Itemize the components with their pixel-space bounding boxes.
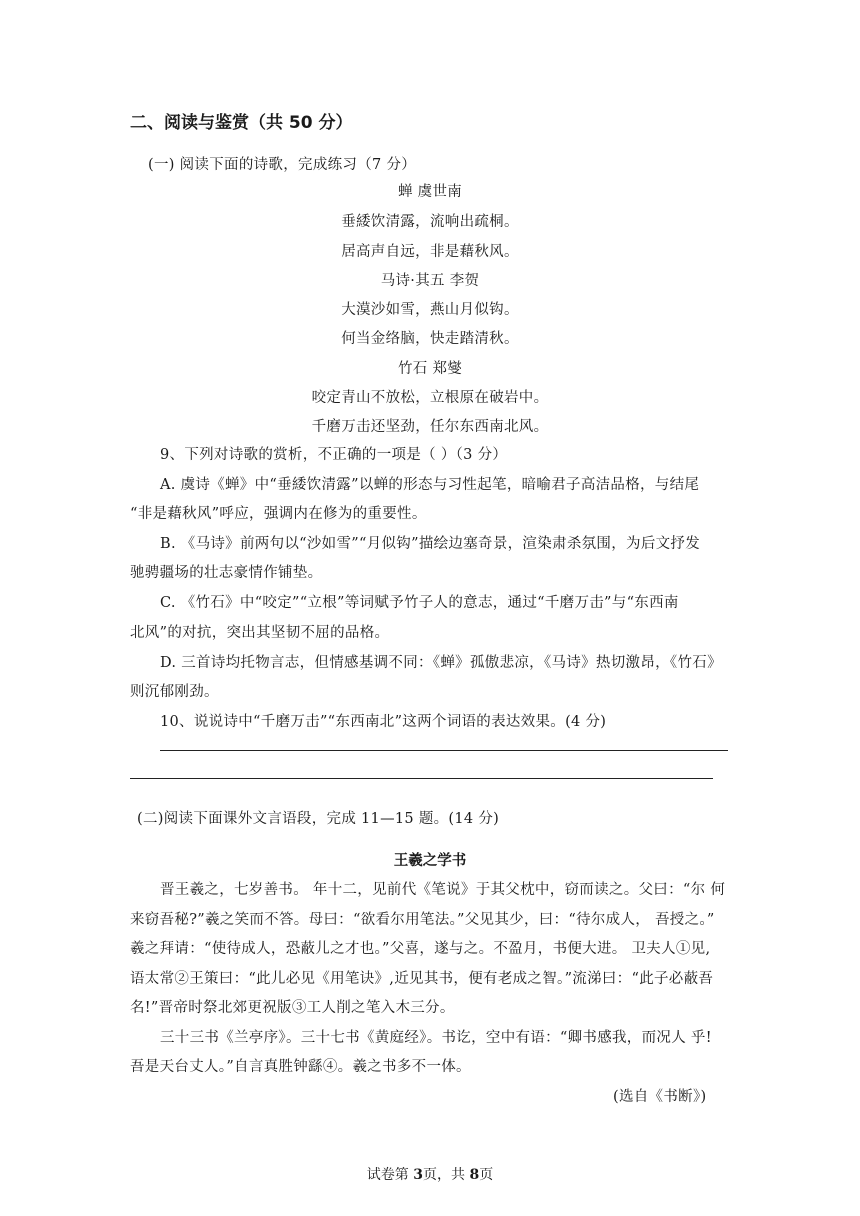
- passage-para1-line-2: 来窃吾秘?”羲之笑而不答。母曰：“欲看尔用笔法。”父见其少，曰：“待尔成人， 吾授之。”: [130, 912, 715, 928]
- poem-1-line-1: 垂緌饮清露，流响出疏桐。: [341, 214, 519, 230]
- poem-2-line-1: 大漠沙如雪，燕山月似钩。: [341, 302, 519, 318]
- poem-3-line-1: 咬定青山不放松，立根原在破岩中。: [311, 390, 549, 406]
- poem-2-line-2: 何当金络脑，快走踏清秋。: [341, 331, 519, 347]
- option-d-line-1: D. 三首诗均托物言志，但情感基调不同：《蝉》孤傲悲凉，《马诗》热切激昂，《竹石》: [160, 655, 722, 671]
- answer-line-2[interactable]: [130, 778, 713, 779]
- part2-instruction: (二)阅读下面课外文言语段，完成 11—15 题。(14 分): [137, 811, 500, 827]
- option-c-line-2: 北风”的对抗，突出其坚韧不屈的品格。: [130, 625, 390, 641]
- option-b-line-2: 驰骋疆场的壮志豪情作铺垫。: [130, 565, 323, 581]
- poem-2-heading: 马诗·其五 李贺: [380, 273, 480, 289]
- passage-title: 王羲之学书: [393, 853, 467, 869]
- footer-total-pages: 8: [469, 1167, 480, 1183]
- option-b-line-1: B. 《马诗》前两句以“沙如雪”“月似钩”描绘边塞奇景，渲染肃杀氛围，为后文抒发: [160, 536, 701, 552]
- passage-para2-line-2: 吾是天台丈人。”自言真胜钟繇④。羲之书多不一体。: [130, 1059, 471, 1075]
- passage-source: (选自《书断》): [613, 1089, 707, 1105]
- option-d-line-2: 则沉郁刚劲。: [130, 684, 219, 700]
- poem-3-line-2: 千磨万击还坚劲，任尔东西南北风。: [311, 419, 549, 435]
- page-footer: [0, 1164, 860, 1184]
- question-9-stem: 9、下列对诗歌的赏析，不正确的一项是（ ）（3 分）: [160, 447, 508, 463]
- question-10-stem: 10、说说诗中“千磨万击”“东西南北”这两个词语的表达效果。(4 分): [160, 714, 607, 730]
- poem-3-heading: 竹石 郑燮: [397, 361, 463, 377]
- passage-para2-line-1: 三十三书《兰亭序》。三十七书《黄庭经》。书讫，空中有语：“卿书感我，而况人 乎!: [160, 1030, 712, 1046]
- poem-1-line-2: 居高声自远，非是藉秋风。: [341, 244, 519, 260]
- section-title: 二、阅读与鉴赏（共 50 分）: [130, 113, 353, 133]
- footer-suffix: 页: [479, 1167, 494, 1183]
- passage-para1-line-3: 羲之拜请：“使待成人，恐蔽儿之才也。”父喜，遂与之。不盈月，书便大进。 卫夫人①见,: [130, 941, 711, 957]
- passage-para1-line-1: 晋王羲之，七岁善书。 年十二，见前代《笔说》于其父枕中，窃而读之。父曰：“尔 何: [160, 882, 726, 898]
- answer-line-1[interactable]: [160, 750, 728, 751]
- passage-para1-line-5: 名!”晋帝时祭北郊更祝版③工人削之笔入木三分。: [130, 1000, 455, 1016]
- part1-instruction: (一) 阅读下面的诗歌，完成练习（7 分）: [148, 157, 417, 173]
- option-c-line-1: C. 《竹石》中“咬定”“立根”等词赋予竹子人的意志，通过“千磨万击”与“东西南: [160, 595, 679, 611]
- poem-1-heading: 蝉 虞世南: [397, 184, 463, 200]
- footer-page-number: 3: [413, 1167, 423, 1183]
- footer-prefix: 试卷第: [366, 1167, 414, 1183]
- passage-para1-line-4: 语太常②王策曰：“此儿必见《用笔诀》,近见其书，便有老成之智。”流涕曰：“此子必蔽吾: [130, 971, 714, 987]
- option-a-line-2: “非是藉秋风”呼应，强调内在修为的重要性。: [130, 506, 427, 522]
- footer-middle: 页，共: [423, 1167, 470, 1183]
- option-a-line-1: A. 虞诗《蝉》中“垂緌饮清露”以蝉的形态与习性起笔，暗喻君子高洁品格，与结尾: [160, 477, 700, 493]
